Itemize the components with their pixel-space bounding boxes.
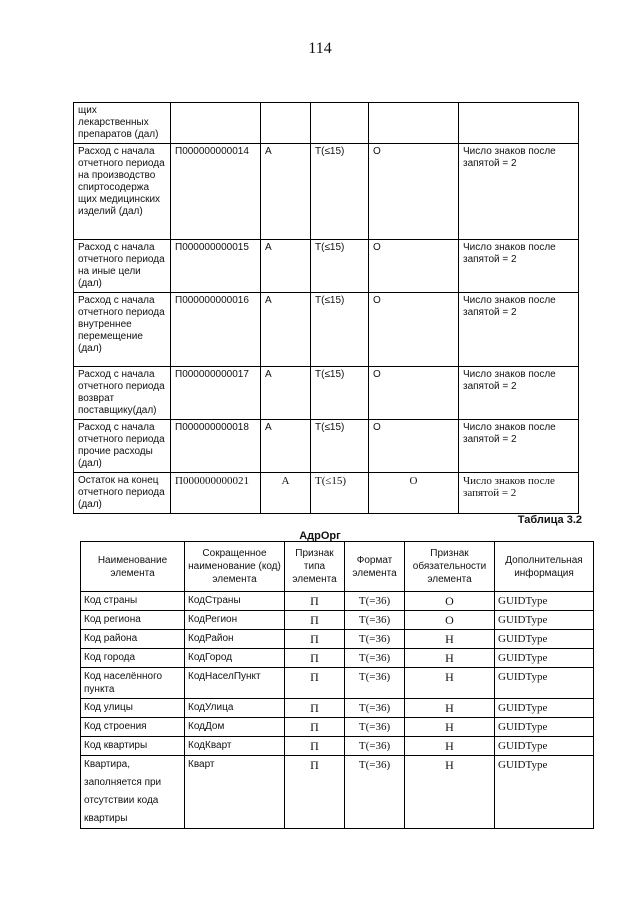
element-format: Т(≤15) xyxy=(311,240,369,293)
element-code: П000000000014 xyxy=(171,144,261,240)
element-code: КодУлица xyxy=(185,699,285,718)
element-name: Расход с начала отчетного периода возврат поставщику(дал) xyxy=(74,367,171,420)
table-row xyxy=(81,611,594,630)
element-info: GUIDType xyxy=(495,611,594,630)
table-row xyxy=(81,668,594,699)
element-info: GUIDType xyxy=(495,699,594,718)
element-obligation: Н xyxy=(405,649,495,668)
element-obligation: О xyxy=(405,611,495,630)
element-obligation: Н xyxy=(405,737,495,756)
header-format: Формат элемента xyxy=(345,542,405,592)
element-code: П000000000021 xyxy=(171,473,261,514)
element-code: КодКварт xyxy=(185,737,285,756)
element-type: П xyxy=(285,649,345,668)
element-code: КодГород xyxy=(185,649,285,668)
element-format: Т(≤15) xyxy=(311,420,369,473)
element-info: GUIDType xyxy=(495,668,594,699)
element-type: А xyxy=(261,473,311,514)
element-info: Число знаков после запятой = 2 xyxy=(459,367,579,420)
table-row xyxy=(74,103,579,144)
element-info: GUIDType xyxy=(495,649,594,668)
element-format xyxy=(311,103,369,144)
element-type: П xyxy=(285,737,345,756)
element-obligation: Н xyxy=(405,699,495,718)
element-type: П xyxy=(285,668,345,699)
element-format: Т(=36) xyxy=(345,718,405,737)
table-row xyxy=(74,240,579,293)
element-code xyxy=(171,103,261,144)
table-row xyxy=(74,367,579,420)
element-name: щих лекарственных препаратов (дал) xyxy=(74,103,171,144)
element-type: П xyxy=(285,611,345,630)
header-info: Дополнительная информация xyxy=(495,542,594,592)
element-name: Код города xyxy=(81,649,185,668)
element-name: Код строения xyxy=(81,718,185,737)
element-format: Т(=36) xyxy=(345,649,405,668)
element-code: П000000000016 xyxy=(171,293,261,367)
element-type: А xyxy=(261,144,311,240)
table-row xyxy=(74,420,579,473)
header-obligation: Признак обязательности элемента xyxy=(405,542,495,592)
element-type: А xyxy=(261,420,311,473)
element-obligation: О xyxy=(405,592,495,611)
header-code: Сокращенное наименование (код) элемента xyxy=(185,542,285,592)
element-format: Т(=36) xyxy=(345,592,405,611)
element-obligation: О xyxy=(369,240,459,293)
address-elements-table xyxy=(80,541,594,829)
element-obligation: О xyxy=(369,144,459,240)
element-type xyxy=(261,103,311,144)
element-info: Число знаков после запятой = 2 xyxy=(459,473,579,514)
page-number: 114 xyxy=(308,40,332,57)
element-code: Кварт xyxy=(185,756,285,829)
element-code: КодРегион xyxy=(185,611,285,630)
element-name: Расход с начала отчетного периода прочие расходы (дал) xyxy=(74,420,171,473)
table-row xyxy=(81,592,594,611)
element-format: Т(≤15) xyxy=(311,367,369,420)
element-format: Т(=36) xyxy=(345,611,405,630)
element-obligation: Н xyxy=(405,630,495,649)
element-format: Т(≤15) xyxy=(311,473,369,514)
element-type: А xyxy=(261,240,311,293)
table-row xyxy=(74,293,579,367)
element-format: Т(=36) xyxy=(345,699,405,718)
element-name: Код улицы xyxy=(81,699,185,718)
element-name: Расход с начала отчетного периода на иные цели (дал) xyxy=(74,240,171,293)
element-obligation: Н xyxy=(405,718,495,737)
element-info: Число знаков после запятой = 2 xyxy=(459,293,579,367)
element-code: П000000000018 xyxy=(171,420,261,473)
element-type: П xyxy=(285,630,345,649)
element-type: П xyxy=(285,756,345,829)
element-code: КодДом xyxy=(185,718,285,737)
element-code: КодНаселПункт xyxy=(185,668,285,699)
table-row xyxy=(81,699,594,718)
table-title: АдрОрг xyxy=(299,530,341,542)
element-obligation: О xyxy=(369,367,459,420)
element-obligation: О xyxy=(369,473,459,514)
element-code: П000000000017 xyxy=(171,367,261,420)
element-type: А xyxy=(261,367,311,420)
table-row xyxy=(81,737,594,756)
element-obligation: Н xyxy=(405,756,495,829)
table-row xyxy=(74,144,579,240)
element-format: Т(=36) xyxy=(345,737,405,756)
element-name: Код населённого пункта xyxy=(81,668,185,699)
element-info: Число знаков после запятой = 2 xyxy=(459,144,579,240)
header-row xyxy=(81,542,594,592)
element-info: GUIDType xyxy=(495,756,594,829)
element-obligation: О xyxy=(369,420,459,473)
table-row xyxy=(81,756,594,829)
element-type: П xyxy=(285,699,345,718)
element-name: Квартира, заполняется при отсутствии кода квартиры xyxy=(81,756,185,829)
element-info: Число знаков после запятой = 2 xyxy=(459,420,579,473)
element-format: Т(=36) xyxy=(345,756,405,829)
element-name: Код квартиры xyxy=(81,737,185,756)
element-info: Число знаков после запятой = 2 xyxy=(459,240,579,293)
table-caption: Таблица 3.2 xyxy=(517,514,582,526)
table-row xyxy=(81,649,594,668)
element-obligation: Н xyxy=(405,668,495,699)
element-info: GUIDType xyxy=(495,737,594,756)
header-name: Наименование элемента xyxy=(81,542,185,592)
element-code: П000000000015 xyxy=(171,240,261,293)
element-obligation xyxy=(369,103,459,144)
header-type: Признак типа элемента xyxy=(285,542,345,592)
element-info: GUIDType xyxy=(495,592,594,611)
element-format: Т(=36) xyxy=(345,668,405,699)
table-row xyxy=(81,630,594,649)
element-code: КодСтраны xyxy=(185,592,285,611)
element-name: Код района xyxy=(81,630,185,649)
element-obligation: О xyxy=(369,293,459,367)
element-type: П xyxy=(285,592,345,611)
elements-table-continued xyxy=(73,102,579,514)
element-format: Т(=36) xyxy=(345,630,405,649)
element-format: Т(≤15) xyxy=(311,293,369,367)
element-name: Расход с начала отчетного периода на производство спиртосодержа щих медицинских изделий (дал) xyxy=(74,144,171,240)
element-name: Код региона xyxy=(81,611,185,630)
element-name: Остаток на конец отчетного периода (дал) xyxy=(74,473,171,514)
table-row xyxy=(81,718,594,737)
element-type: А xyxy=(261,293,311,367)
element-type: П xyxy=(285,718,345,737)
table-row xyxy=(74,473,579,514)
element-info: GUIDType xyxy=(495,718,594,737)
element-code: КодРайон xyxy=(185,630,285,649)
element-name: Код страны xyxy=(81,592,185,611)
element-format: Т(≤15) xyxy=(311,144,369,240)
element-info: GUIDType xyxy=(495,630,594,649)
element-info xyxy=(459,103,579,144)
element-name: Расход с начала отчетного периода внутреннее перемещение (дал) xyxy=(74,293,171,367)
